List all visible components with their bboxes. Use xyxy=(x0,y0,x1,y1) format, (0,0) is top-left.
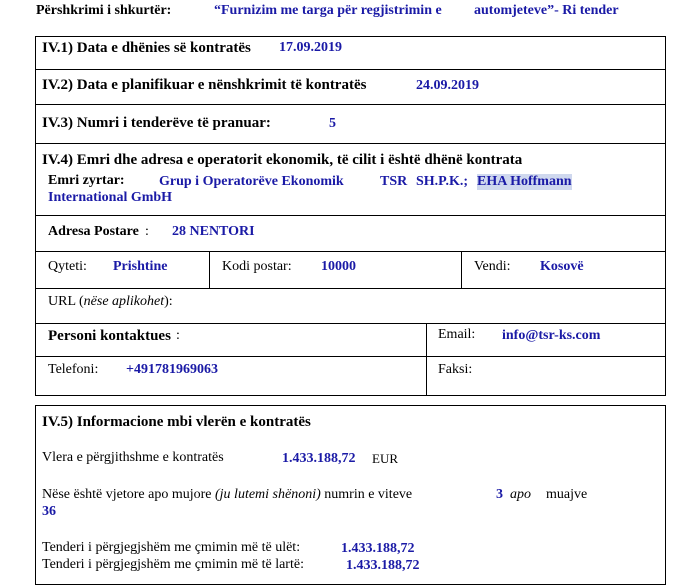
or-word: apo xyxy=(510,487,531,502)
postal-code-label: Kodi postar: xyxy=(222,259,292,274)
official-name-label: Emri zyrtar: xyxy=(48,173,125,188)
divider xyxy=(426,323,427,396)
currency: EUR xyxy=(372,451,398,466)
contract-value-section-title: IV.5) Informacione mbi vlerën e kontratës xyxy=(42,414,311,430)
years-value: 3 xyxy=(496,487,503,502)
divider xyxy=(461,251,462,288)
country-label: Vendi: xyxy=(474,259,511,274)
tenders-received-value: 5 xyxy=(329,116,336,131)
operator-section-title: IV.4) Emri dhe adresa e operatorit ekonomik, të cilit i është dhënë kontrata xyxy=(42,152,523,168)
tenders-received-label: IV.3) Numri i tenderëve të pranuar: xyxy=(42,115,271,131)
months-value: 36 xyxy=(42,504,56,519)
divider xyxy=(35,288,666,289)
postal-code-value: 10000 xyxy=(321,259,356,274)
official-name-part-d: EHA Hoffmann xyxy=(477,174,572,189)
contact-person-colon: : xyxy=(176,328,180,343)
divider xyxy=(35,356,666,357)
postal-address-colon: : xyxy=(145,224,149,239)
lowest-price-label: Tenderi i përgjegjshëm me çmimin më të ulët: xyxy=(42,540,301,555)
city-label: Qyteti: xyxy=(48,259,87,274)
divider xyxy=(35,323,666,324)
official-name-line2: International GmbH xyxy=(48,190,173,205)
official-name-part-b: TSR xyxy=(380,174,408,189)
months-label: muajve xyxy=(546,487,588,502)
contract-award-date-label: IV.1) Data e dhënies së kontratës xyxy=(42,40,251,56)
highest-price-value: 1.433.188,72 xyxy=(346,558,420,573)
official-name-part-c: SH.P.K.; xyxy=(416,174,468,189)
planned-signing-date-label: IV.2) Data e planifikuar e nënshkrimit të kontratës xyxy=(42,77,367,93)
duration-text: Nëse është vjetore apo mujore (ju lutemi shënoni) numrin e viteve xyxy=(42,487,413,502)
phone-label: Telefoni: xyxy=(48,362,99,377)
short-description-label: Përshkrimi i shkurtër: xyxy=(36,3,172,18)
planned-signing-date-value: 24.09.2019 xyxy=(416,78,479,93)
total-value: 1.433.188,72 xyxy=(282,451,356,466)
email-label: Email: xyxy=(438,327,476,342)
url-label: URL (nëse aplikohet): xyxy=(48,294,173,309)
official-name-part-a: Grup i Operatorëve Ekonomik xyxy=(159,174,344,189)
fax-label: Faksi: xyxy=(438,362,473,377)
postal-address-value: 28 NENTORI xyxy=(172,224,255,239)
contract-award-date-value: 17.09.2019 xyxy=(279,40,342,55)
email-value: info@tsr-ks.com xyxy=(502,328,601,343)
lowest-price-value: 1.433.188,72 xyxy=(341,541,415,556)
country-value: Kosovë xyxy=(540,259,584,274)
divider xyxy=(209,251,210,288)
total-value-label: Vlera e përgjithshme e kontratës xyxy=(42,450,224,465)
phone-value: +491781969063 xyxy=(126,362,218,377)
divider xyxy=(35,215,666,216)
city-value: Prishtine xyxy=(113,259,168,274)
divider xyxy=(35,251,666,252)
postal-address-label: Adresa Postare xyxy=(48,224,139,239)
short-description-value-part1: “Furnizim me targa për regjistrimin e xyxy=(214,3,442,18)
contact-person-label: Personi kontaktues xyxy=(48,328,171,344)
highest-price-label: Tenderi i përgjegjshëm me çmimin më të lartë: xyxy=(42,557,304,572)
short-description-value-part2: automjeteve”- Ri tender xyxy=(474,3,619,18)
